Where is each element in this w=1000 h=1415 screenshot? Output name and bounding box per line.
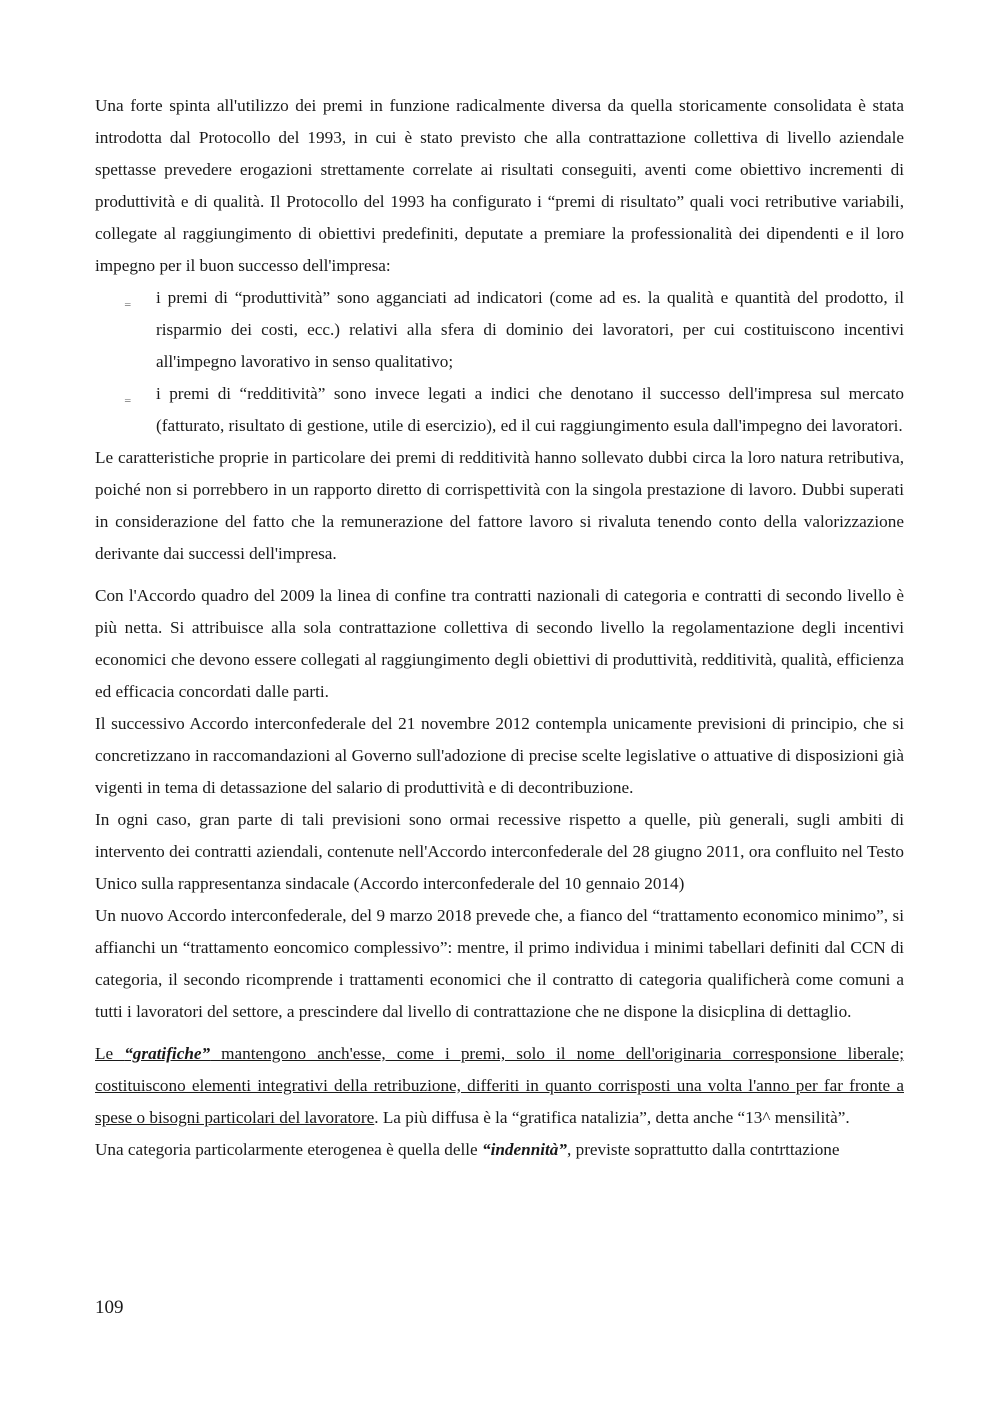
premi-bullet-list: [95, 282, 904, 442]
indennita-term: “indennità”: [481, 1140, 567, 1159]
paragraph-indennita: [95, 1134, 904, 1166]
bullet-marker-icon: ‗: [125, 294, 131, 306]
paragraph-accordo-2012: Il successivo Accordo interconfederale del 21 novembre 2012 contempla unicamente previsioni di principio, che si concretizzano in raccomandazioni al Governo sull'adozione di precise scelte legislative o attuative di disposizioni già vigenti in tema di detassazione del salario di produttività e di decontribuzione.: [95, 714, 904, 797]
gratifiche-lead: Le: [95, 1044, 125, 1063]
paragraph-premi-protocollo-1993: Una forte spinta all'utilizzo dei premi in funzione radicalmente diversa da quella storicamente consolidata è stata introdotta dal Protocollo del 1993, in cui è stato previsto che alla contrattazione collettiva di livello aziendale spettasse prevedere erogazioni strettamente correlate ai risultati conseguiti, aventi come obiettivo incrementi di produttività e di qualità. Il Protocollo del 1993 ha configurato i “premi di risultato” quali voci retributive variabili, collegate al raggiungimento di obiettivi predefiniti, deputate a premiare la professionalità dei dipendenti e il loro impegno per il buon successo dell'impresa:: [95, 96, 904, 275]
paragraph-accordo-2018: Un nuovo Accordo interconfederale, del 9 marzo 2018 prevede che, a fianco del “trattamento economico minimo”, si affianchi un “trattamento eoncomico complessivo”: mentre, il primo individua i minimi tabellari definiti dal CCN di categoria, il secondo ricomprende i trattamenti economici che il contratto di categoria qualificherà come comuni a tutti i lavoratori del settore, a prescindere dal livello di contrattazione che ne dispone la disicplina di dettaglio.: [95, 906, 904, 1021]
paragraph-gratifiche: [95, 1038, 904, 1134]
bullet-marker-icon: ‗: [125, 390, 131, 402]
bullet-text: i premi di “redditività” sono invece legati a indici che denotano il successo dell'impresa sul mercato (fatturato, risultato di gestione, utile di esercizio), ed il cui raggiungimento esula dall'impegno dei lavoratori.: [156, 384, 904, 435]
bullet-item-redditivita: [95, 378, 904, 442]
page-number: 109: [95, 1297, 124, 1318]
bullet-text: i premi di “produttività” sono agganciati ad indicatori (come ad es. la qualità e quantità del prodotto, il risparmio dei costi, ecc.) relativi alla sfera di dominio dei lavoratori, per cui costituiscono incentivi all'impegno lavorativo in senso qualitativo;: [156, 288, 904, 371]
gratifiche-definition: mantengono anch'esse, come i premi, solo il nome dell'originaria corresponsione liberale; costituiscono elementi integrativi della retribuzione, differiti in quanto corrisposti una volta l'anno per far fronte a spese o bisogni particolari del lavoratore: [95, 1044, 904, 1127]
indennita-lead: Una categoria particolarmente eterogenea è quella delle: [95, 1140, 482, 1159]
paragraph-redditivita-dubbi: Le caratteristiche proprie in particolare dei premi di redditività hanno sollevato dubbi circa la loro natura retributiva, poiché non si porrebbero in un rapporto diretto di corrispettività con la singola prestazione di lavoro. Dubbi superati in considerazione del fatto che la remunerazione del fattore lavoro si rivaluta tenendo conto della valorizzazione derivante dai successi dell'impresa.: [95, 448, 904, 563]
bullet-item-produttivita: [95, 282, 904, 378]
gratifiche-tail: . La più diffusa è la “gratifica natalizia”, detta anche “13^ mensilità”.: [374, 1108, 850, 1127]
indennita-tail: , previste soprattutto dalla contrttazione: [567, 1140, 840, 1159]
gratifiche-term: “gratifiche”: [124, 1044, 211, 1063]
document-page: [95, 90, 904, 1166]
paragraph-accordo-quadro-2009: Con l'Accordo quadro del 2009 la linea di confine tra contratti nazionali di categoria e contratti di secondo livello è più netta. Si attribuisce alla sola contrattazione collettiva di secondo livello la regolamentazione degli incentivi economici che devono essere collegati al raggiungimento degli obiettivi di produttività, redditività, qualità, efficienza ed efficacia concordati dalle parti.: [95, 586, 904, 701]
paragraph-testo-unico: In ogni caso, gran parte di tali previsioni sono ormai recessive rispetto a quelle, più generali, sugli ambiti di intervento dei contratti aziendali, contenute nell'Accordo interconfederale del 28 giugno 2011, ora confluito nel Testo Unico sulla rappresentanza sindacale (Accordo interconfederale del 10 gennaio 2014): [95, 810, 904, 893]
